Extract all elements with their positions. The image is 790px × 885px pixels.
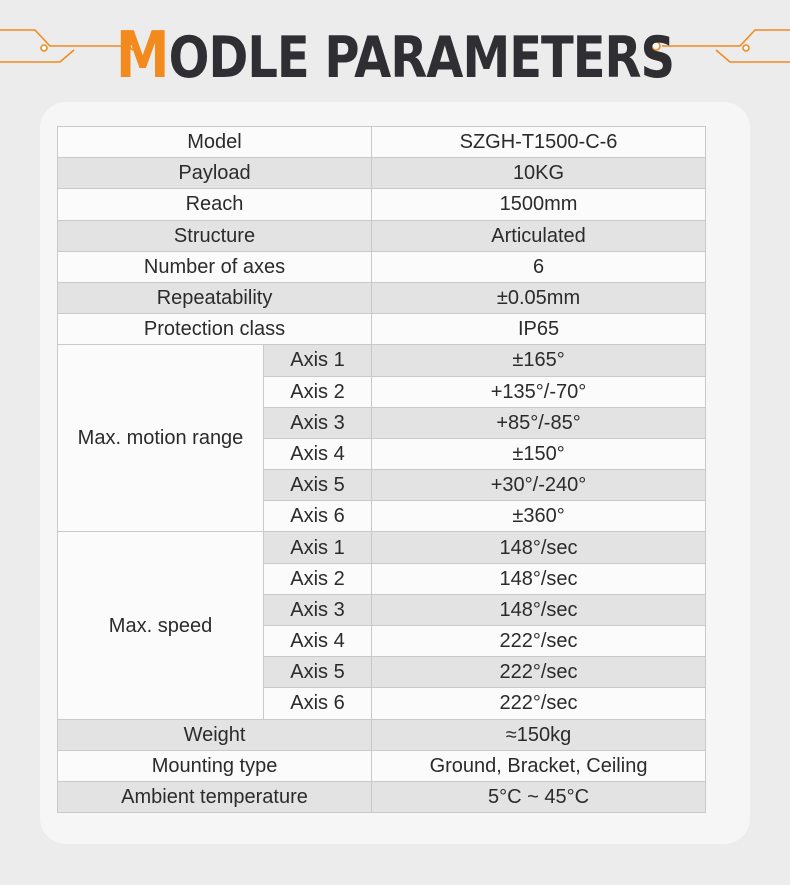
spec-label: Payload	[58, 158, 372, 189]
table-row	[58, 127, 706, 158]
spec-table	[57, 126, 706, 813]
spec-value: 1500mm	[372, 189, 706, 220]
spec-value: 222°/sec	[372, 657, 706, 688]
spec-value: +30°/-240°	[372, 470, 706, 501]
spec-value: ±360°	[372, 501, 706, 532]
table-row	[58, 719, 706, 750]
spec-label: Weight	[58, 719, 372, 750]
spec-value: SZGH-T1500-C-6	[372, 127, 706, 158]
axis-label: Axis 1	[264, 345, 372, 376]
table-row	[58, 282, 706, 313]
table-row	[58, 220, 706, 251]
table-row	[58, 189, 706, 220]
spec-value: 5°C ~ 45°C	[372, 781, 706, 812]
spec-value: 148°/sec	[372, 594, 706, 625]
spec-value: 148°/sec	[372, 532, 706, 563]
page-title	[0, 18, 790, 92]
table-row	[58, 158, 706, 189]
table-row	[58, 532, 706, 563]
spec-value: ±165°	[372, 345, 706, 376]
axis-label: Axis 6	[264, 501, 372, 532]
spec-label: Repeatability	[58, 282, 372, 313]
spec-value: IP65	[372, 314, 706, 345]
axis-label: Axis 2	[264, 563, 372, 594]
spec-label: Model	[58, 127, 372, 158]
axis-label: Axis 3	[264, 407, 372, 438]
table-row	[58, 345, 706, 376]
table-row	[58, 781, 706, 812]
spec-value: 222°/sec	[372, 688, 706, 719]
table-row	[58, 314, 706, 345]
spec-value: Articulated	[372, 220, 706, 251]
spec-label: Reach	[58, 189, 372, 220]
spec-label: Ambient temperature	[58, 781, 372, 812]
axis-label: Axis 5	[264, 470, 372, 501]
spec-label: Protection class	[58, 314, 372, 345]
spec-value: 222°/sec	[372, 626, 706, 657]
motion-range-label: Max. motion range	[58, 345, 264, 532]
max-speed-label: Max. speed	[58, 532, 264, 719]
axis-label: Axis 6	[264, 688, 372, 719]
spec-value: 148°/sec	[372, 563, 706, 594]
table-row	[58, 251, 706, 282]
spec-label: Mounting type	[58, 750, 372, 781]
title-first-letter: M	[115, 18, 169, 93]
spec-value: 6	[372, 251, 706, 282]
axis-label: Axis 1	[264, 532, 372, 563]
axis-label: Axis 4	[264, 626, 372, 657]
spec-value: 10KG	[372, 158, 706, 189]
spec-value: +135°/-70°	[372, 376, 706, 407]
axis-label: Axis 2	[264, 376, 372, 407]
title-rest: ODLE PARAMETERS	[168, 25, 675, 92]
spec-value: ≈150kg	[372, 719, 706, 750]
spec-value: Ground, Bracket, Ceiling	[372, 750, 706, 781]
axis-label: Axis 3	[264, 594, 372, 625]
spec-label: Structure	[58, 220, 372, 251]
axis-label: Axis 4	[264, 438, 372, 469]
spec-value: ±150°	[372, 438, 706, 469]
spec-value: +85°/-85°	[372, 407, 706, 438]
axis-label: Axis 5	[264, 657, 372, 688]
spec-label: Number of axes	[58, 251, 372, 282]
spec-value: ±0.05mm	[372, 282, 706, 313]
table-row	[58, 750, 706, 781]
